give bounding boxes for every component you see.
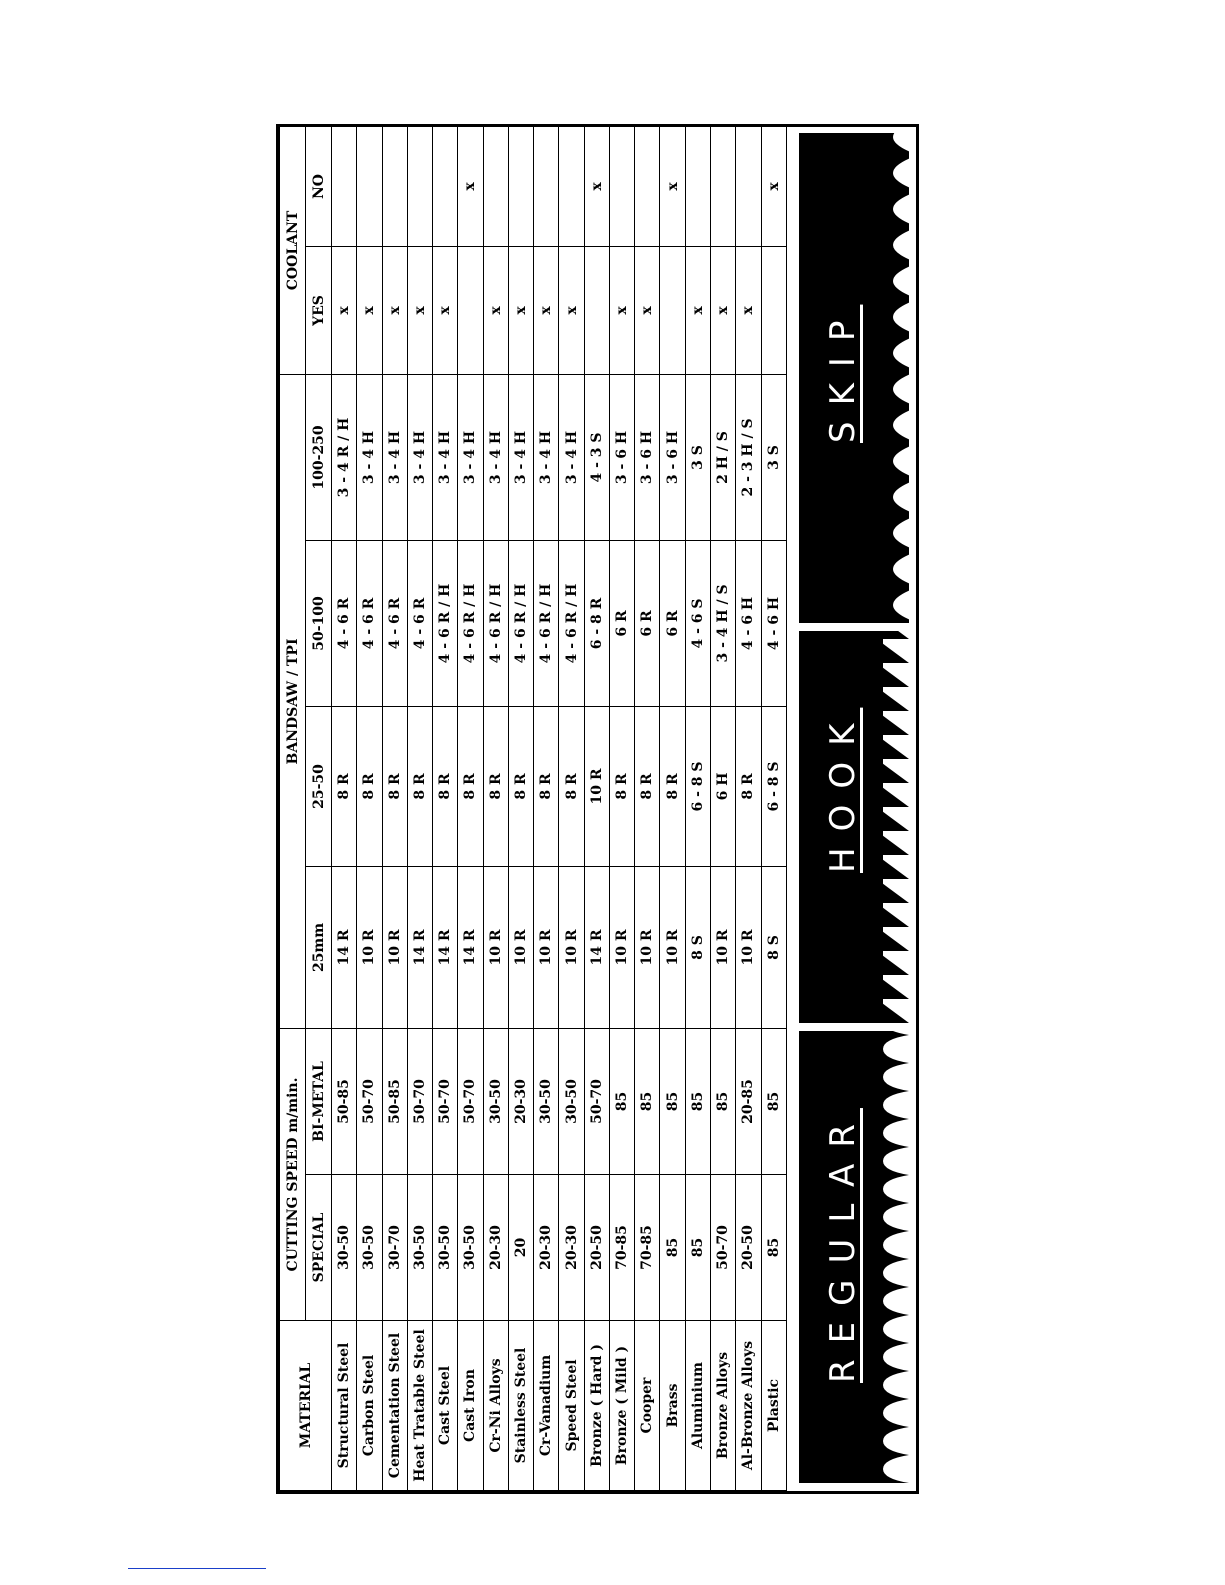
cell-r50-100: 4 - 6 R / H xyxy=(458,540,483,706)
bandsaw-spec-table xyxy=(279,126,787,1491)
header-cutting-speed: CUTTING SPEED m/min. xyxy=(280,1028,306,1320)
cell-r25-50: 6 H xyxy=(710,706,735,866)
hook-label: HOOK xyxy=(823,707,863,873)
cell-yes: x xyxy=(710,246,735,374)
cell-r100-250: 3 - 4 H xyxy=(407,374,432,540)
cell-r100-250: 3 - 4 H xyxy=(483,374,508,540)
cell-mm25: 14 R xyxy=(584,866,609,1028)
cell-material: Cooper xyxy=(635,1321,660,1491)
cell-no xyxy=(357,126,382,246)
cell-bimetal: 50-70 xyxy=(407,1028,432,1174)
table-row xyxy=(332,126,357,1490)
table-row xyxy=(534,126,559,1490)
cell-no xyxy=(483,126,508,246)
cell-yes: x xyxy=(736,246,761,374)
cell-no xyxy=(635,126,660,246)
cell-r50-100: 4 - 6 H xyxy=(761,540,786,706)
cell-r25-50: 8 R xyxy=(458,706,483,866)
cell-material: Speed Steel xyxy=(559,1321,584,1491)
table-row xyxy=(609,126,634,1490)
cell-r100-250: 3 - 4 H xyxy=(559,374,584,540)
cell-r100-250: 4 - 3 S xyxy=(584,374,609,540)
cell-mm25: 10 R xyxy=(660,866,685,1028)
cell-r25-50: 8 R xyxy=(407,706,432,866)
cell-r100-250: 3 - 4 H xyxy=(357,374,382,540)
table-row xyxy=(710,126,735,1490)
cell-yes: x xyxy=(685,246,710,374)
cell-bimetal: 85 xyxy=(635,1028,660,1174)
cell-no: x xyxy=(458,126,483,246)
header-no: NO xyxy=(306,126,332,246)
cell-r25-50: 8 R xyxy=(483,706,508,866)
cell-special: 70-85 xyxy=(635,1175,660,1321)
cell-yes: x xyxy=(508,246,533,374)
cell-mm25: 10 R xyxy=(736,866,761,1028)
cell-r50-100: 6 R xyxy=(660,540,685,706)
cell-r50-100: 4 - 6 H xyxy=(736,540,761,706)
regular-label: REGULAR xyxy=(823,1108,863,1383)
cell-r50-100: 4 - 6 R / H xyxy=(483,540,508,706)
cell-material: Plastic xyxy=(761,1321,786,1491)
table-row xyxy=(584,126,609,1490)
cell-r100-250: 3 - 4 H xyxy=(433,374,458,540)
cell-r100-250: 3 - 6 H xyxy=(609,374,634,540)
cell-bimetal: 85 xyxy=(761,1028,786,1174)
header-bimetal: BI-METAL xyxy=(306,1028,332,1174)
cell-special: 20-30 xyxy=(559,1175,584,1321)
cell-r25-50: 8 R xyxy=(660,706,685,866)
cell-no: x xyxy=(584,126,609,246)
cell-mm25: 8 S xyxy=(761,866,786,1028)
hook-blade xyxy=(799,631,909,1023)
cell-material: Stainless Steel xyxy=(508,1321,533,1491)
cell-special: 50-70 xyxy=(710,1175,735,1321)
cell-no xyxy=(609,126,634,246)
cell-r50-100: 6 - 8 R xyxy=(584,540,609,706)
cell-yes: x xyxy=(433,246,458,374)
header-special: SPECIAL xyxy=(306,1175,332,1321)
cell-r25-50: 8 R xyxy=(635,706,660,866)
cell-bimetal: 85 xyxy=(685,1028,710,1174)
table-row xyxy=(736,126,761,1490)
cell-no xyxy=(710,126,735,246)
cell-no xyxy=(685,126,710,246)
cell-special: 20-30 xyxy=(483,1175,508,1321)
table-row xyxy=(433,126,458,1490)
cell-r25-50: 8 R xyxy=(736,706,761,866)
cell-mm25: 14 R xyxy=(433,866,458,1028)
header-25mm: 25mm xyxy=(306,866,332,1028)
cell-material: Cast Steel xyxy=(433,1321,458,1491)
cell-r50-100: 4 - 6 R / H xyxy=(433,540,458,706)
cell-r100-250: 3 - 4 H xyxy=(382,374,407,540)
cell-r100-250: 3 - 6 H xyxy=(635,374,660,540)
spec-sheet-frame xyxy=(276,124,919,1494)
table-row xyxy=(761,126,786,1490)
cell-special: 70-85 xyxy=(609,1175,634,1321)
table-row xyxy=(508,126,533,1490)
header-coolant: COOLANT xyxy=(280,126,306,374)
cell-no: x xyxy=(761,126,786,246)
cell-r50-100: 4 - 6 R xyxy=(382,540,407,706)
cell-special: 20-50 xyxy=(736,1175,761,1321)
cell-no xyxy=(433,126,458,246)
cell-material: Al-Bronze Alloys xyxy=(736,1321,761,1491)
cell-r25-50: 6 - 8 S xyxy=(685,706,710,866)
table-row xyxy=(635,126,660,1490)
cell-mm25: 14 R xyxy=(407,866,432,1028)
cell-mm25: 10 R xyxy=(609,866,634,1028)
cell-yes xyxy=(660,246,685,374)
blade-profiles xyxy=(791,127,916,1491)
cell-r100-250: 3 - 4 H xyxy=(534,374,559,540)
cell-r50-100: 4 - 6 S xyxy=(685,540,710,706)
cell-material: Cr-Vanadium xyxy=(534,1321,559,1491)
cell-special: 30-50 xyxy=(458,1175,483,1321)
cell-mm25: 10 R xyxy=(508,866,533,1028)
cell-r100-250: 3 - 4 H xyxy=(508,374,533,540)
cell-yes: x xyxy=(559,246,584,374)
cell-r100-250: 2 - 3 H / S xyxy=(736,374,761,540)
table-row xyxy=(407,126,432,1490)
cell-material: Bronze ( Mild ) xyxy=(609,1321,634,1491)
cell-yes: x xyxy=(357,246,382,374)
cell-yes xyxy=(584,246,609,374)
cell-r25-50: 10 R xyxy=(584,706,609,866)
cell-r50-100: 4 - 6 R / H xyxy=(508,540,533,706)
spec-sheet xyxy=(276,124,1225,1482)
cell-special: 20-50 xyxy=(584,1175,609,1321)
cell-r100-250: 3 S xyxy=(761,374,786,540)
cell-r100-250: 3 S xyxy=(685,374,710,540)
cell-material: Cementation Steel xyxy=(382,1321,407,1491)
cell-mm25: 10 R xyxy=(357,866,382,1028)
table-body xyxy=(332,126,787,1490)
cell-yes xyxy=(761,246,786,374)
cell-r50-100: 6 R xyxy=(609,540,634,706)
cell-r100-250: 3 - 6 H xyxy=(660,374,685,540)
cell-r25-50: 8 R xyxy=(609,706,634,866)
cell-no: x xyxy=(660,126,685,246)
cell-material: Heat Tratable Steel xyxy=(407,1321,432,1491)
cell-special: 85 xyxy=(660,1175,685,1321)
cell-material: Aluminium xyxy=(685,1321,710,1491)
cell-material: Bronze Alloys xyxy=(710,1321,735,1491)
cell-bimetal: 50-70 xyxy=(458,1028,483,1174)
table-row xyxy=(685,126,710,1490)
cell-mm25: 10 R xyxy=(534,866,559,1028)
cell-mm25: 10 R xyxy=(483,866,508,1028)
cell-r25-50: 8 R xyxy=(357,706,382,866)
cell-yes: x xyxy=(407,246,432,374)
skip-label: SKIP xyxy=(823,304,863,443)
cell-special: 30-70 xyxy=(382,1175,407,1321)
skip-blade xyxy=(799,133,909,623)
cell-special: 85 xyxy=(685,1175,710,1321)
cell-no xyxy=(559,126,584,246)
cell-special: 30-50 xyxy=(332,1175,357,1321)
cell-special: 85 xyxy=(761,1175,786,1321)
cell-r50-100: 4 - 6 R xyxy=(407,540,432,706)
cell-mm25: 14 R xyxy=(332,866,357,1028)
header-material: MATERIAL xyxy=(280,1321,332,1491)
cell-r25-50: 8 R xyxy=(433,706,458,866)
cell-mm25: 10 R xyxy=(382,866,407,1028)
cell-no xyxy=(332,126,357,246)
cell-r25-50: 8 R xyxy=(382,706,407,866)
cell-yes: x xyxy=(483,246,508,374)
table-row xyxy=(483,126,508,1490)
cell-r100-250: 3 - 4 H xyxy=(458,374,483,540)
cell-bimetal: 50-70 xyxy=(433,1028,458,1174)
cell-mm25: 10 R xyxy=(635,866,660,1028)
cell-r50-100: 4 - 6 R / H xyxy=(559,540,584,706)
cell-bimetal: 50-70 xyxy=(584,1028,609,1174)
cell-r50-100: 4 - 6 R xyxy=(357,540,382,706)
cell-mm25: 10 R xyxy=(559,866,584,1028)
header-100-250: 100-250 xyxy=(306,374,332,540)
cell-mm25: 14 R xyxy=(458,866,483,1028)
cell-material: Cast Iron xyxy=(458,1321,483,1491)
table-row xyxy=(559,126,584,1490)
cell-bimetal: 30-50 xyxy=(534,1028,559,1174)
cell-r50-100: 4 - 6 R xyxy=(332,540,357,706)
cell-mm25: 10 R xyxy=(710,866,735,1028)
cell-no xyxy=(534,126,559,246)
cell-special: 20-30 xyxy=(534,1175,559,1321)
header-25-50: 25-50 xyxy=(306,706,332,866)
cell-bimetal: 30-50 xyxy=(559,1028,584,1174)
cell-special: 30-50 xyxy=(433,1175,458,1321)
cell-no xyxy=(382,126,407,246)
cell-r25-50: 8 R xyxy=(508,706,533,866)
cell-r50-100: 6 R xyxy=(635,540,660,706)
footer-rule xyxy=(128,1568,266,1569)
cell-no xyxy=(508,126,533,246)
cell-mm25: 8 S xyxy=(685,866,710,1028)
cell-bimetal: 85 xyxy=(710,1028,735,1174)
table-row xyxy=(357,126,382,1490)
table-row xyxy=(660,126,685,1490)
cell-material: Bronze ( Hard ) xyxy=(584,1321,609,1491)
cell-no xyxy=(736,126,761,246)
cell-yes: x xyxy=(382,246,407,374)
cell-yes: x xyxy=(635,246,660,374)
cell-bimetal: 50-70 xyxy=(357,1028,382,1174)
cell-bimetal: 20-30 xyxy=(508,1028,533,1174)
cell-yes xyxy=(458,246,483,374)
cell-bimetal: 85 xyxy=(660,1028,685,1174)
table-row xyxy=(382,126,407,1490)
cell-material: Carbon Steel xyxy=(357,1321,382,1491)
header-50-100: 50-100 xyxy=(306,540,332,706)
regular-blade xyxy=(799,1031,909,1483)
cell-r50-100: 4 - 6 R / H xyxy=(534,540,559,706)
cell-material: Brass xyxy=(660,1321,685,1491)
cell-bimetal: 50-85 xyxy=(382,1028,407,1174)
cell-r25-50: 8 R xyxy=(332,706,357,866)
cell-special: 30-50 xyxy=(357,1175,382,1321)
cell-bimetal: 50-85 xyxy=(332,1028,357,1174)
cell-yes: x xyxy=(609,246,634,374)
header-yes: YES xyxy=(306,246,332,374)
cell-r25-50: 8 R xyxy=(559,706,584,866)
cell-bimetal: 20-85 xyxy=(736,1028,761,1174)
cell-bimetal: 85 xyxy=(609,1028,634,1174)
table-row xyxy=(458,126,483,1490)
header-bandsaw: BANDSAW / TPI xyxy=(280,374,306,1028)
cell-yes: x xyxy=(534,246,559,374)
cell-r50-100: 3 - 4 H / S xyxy=(710,540,735,706)
cell-material: Cr-Ni Alloys xyxy=(483,1321,508,1491)
cell-r25-50: 8 R xyxy=(534,706,559,866)
cell-special: 30-50 xyxy=(407,1175,432,1321)
cell-bimetal: 30-50 xyxy=(483,1028,508,1174)
cell-yes: x xyxy=(332,246,357,374)
cell-r100-250: 3 - 4 R / H xyxy=(332,374,357,540)
cell-material: Structural Steel xyxy=(332,1321,357,1491)
cell-r25-50: 6 - 8 S xyxy=(761,706,786,866)
cell-r100-250: 2 H / S xyxy=(710,374,735,540)
cell-no xyxy=(407,126,432,246)
cell-special: 20 xyxy=(508,1175,533,1321)
